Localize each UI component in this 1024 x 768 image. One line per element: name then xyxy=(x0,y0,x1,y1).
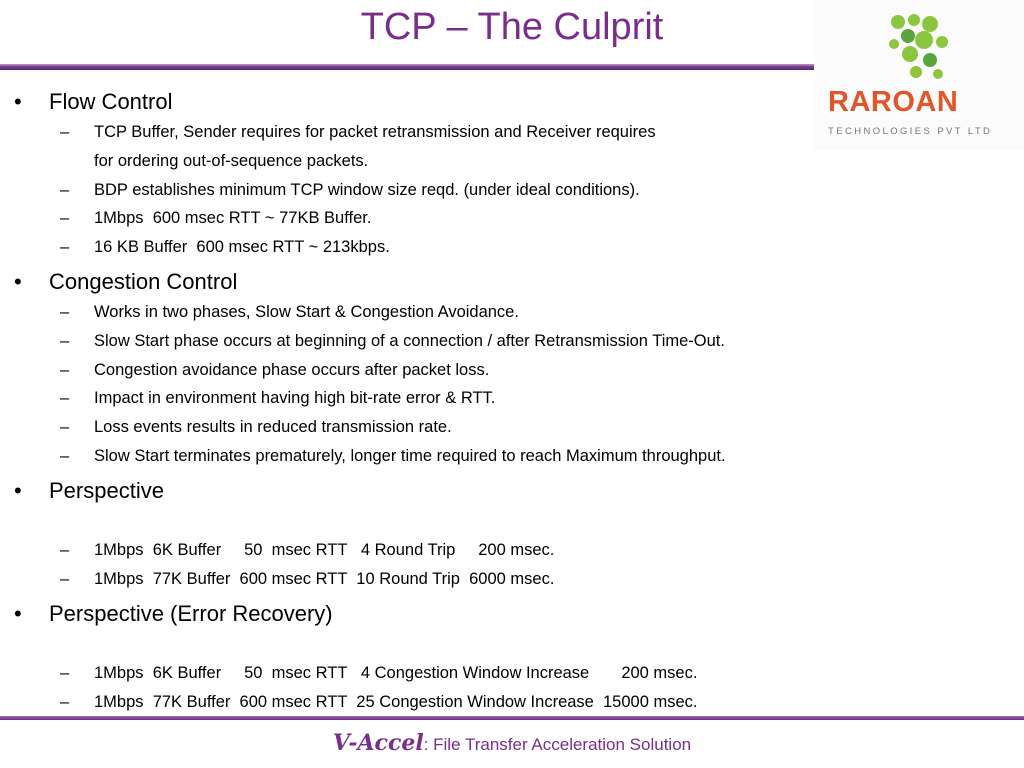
bullet-marker: • xyxy=(14,478,22,503)
sub-bullet-text: 1Mbps 600 msec RTT ~ 77KB Buffer. xyxy=(94,209,372,227)
sub-bullet-text: TCP Buffer, Sender requires for packet retransmission and Receiver requires xyxy=(94,123,656,141)
logo-mark-icon xyxy=(884,12,954,84)
sub-bullet-text: Impact in environment having high bit-rate error & RTT. xyxy=(94,389,496,407)
dash-marker: – xyxy=(60,389,70,407)
bullet-heading: Perspective (Error Recovery) xyxy=(49,601,333,626)
dash-marker: – xyxy=(60,664,70,682)
dash-marker: – xyxy=(60,541,70,559)
sub-bullet-text: 1Mbps 77K Buffer 600 msec RTT 25 Congestion Window Increase 15000 msec. xyxy=(94,693,698,711)
bullet-heading: Perspective xyxy=(49,478,164,503)
bullet-heading: Congestion Control xyxy=(49,269,238,294)
sub-bullet-continuation: for ordering out-of-sequence packets. xyxy=(94,152,369,170)
dash-marker: – xyxy=(60,418,70,436)
dash-marker: – xyxy=(60,238,70,256)
sub-bullet-text: Loss events results in reduced transmission rate. xyxy=(94,418,452,436)
dash-marker: – xyxy=(60,181,70,199)
dash-marker: – xyxy=(60,447,70,465)
dash-marker: – xyxy=(60,693,70,711)
bullet-heading: Flow Control xyxy=(49,89,173,114)
footer-brand: V-Accel xyxy=(332,730,424,756)
dash-marker: – xyxy=(60,332,70,350)
sub-bullet-text: 16 KB Buffer 600 msec RTT ~ 213kbps. xyxy=(94,238,390,256)
bullet-marker: • xyxy=(14,269,22,294)
logo-brand-text: RAROAN xyxy=(828,86,959,118)
bullet-marker: • xyxy=(14,89,22,114)
sub-bullet-text: Slow Start phase occurs at beginning of a connection / after Retransmission Time-Out. xyxy=(94,332,725,350)
sub-bullet-text: Congestion avoidance phase occurs after packet loss. xyxy=(94,361,490,379)
dash-marker: – xyxy=(60,209,70,227)
dash-marker: – xyxy=(60,123,70,141)
sub-bullet-text: 1Mbps 6K Buffer 50 msec RTT 4 Congestion Window Increase 200 msec. xyxy=(94,664,698,682)
footer-divider xyxy=(0,716,1024,720)
company-logo xyxy=(814,0,1024,150)
dash-marker: – xyxy=(60,361,70,379)
logo-subtitle: TECHNOLOGIES PVT LTD xyxy=(828,126,993,137)
sub-bullet-text: Slow Start terminates prematurely, longer time required to reach Maximum throughput. xyxy=(94,447,726,465)
sub-bullet-text: Works in two phases, Slow Start & Congestion Avoidance. xyxy=(94,303,519,321)
sub-bullet-text: 1Mbps 6K Buffer 50 msec RTT 4 Round Trip 200 msec. xyxy=(94,541,555,559)
bullet-marker: • xyxy=(14,601,22,626)
sub-bullet-text: BDP establishes minimum TCP window size reqd. (under ideal conditions). xyxy=(94,181,640,199)
slide-title: TCP – The Culprit xyxy=(360,6,664,48)
title-divider xyxy=(0,64,814,70)
sub-bullet-text: 1Mbps 77K Buffer 600 msec RTT 10 Round Trip 6000 msec. xyxy=(94,570,555,588)
footer-tagline: : File Transfer Acceleration Solution xyxy=(423,735,692,754)
dash-marker: – xyxy=(60,303,70,321)
dash-marker: – xyxy=(60,570,70,588)
slide-footer xyxy=(0,730,1024,756)
